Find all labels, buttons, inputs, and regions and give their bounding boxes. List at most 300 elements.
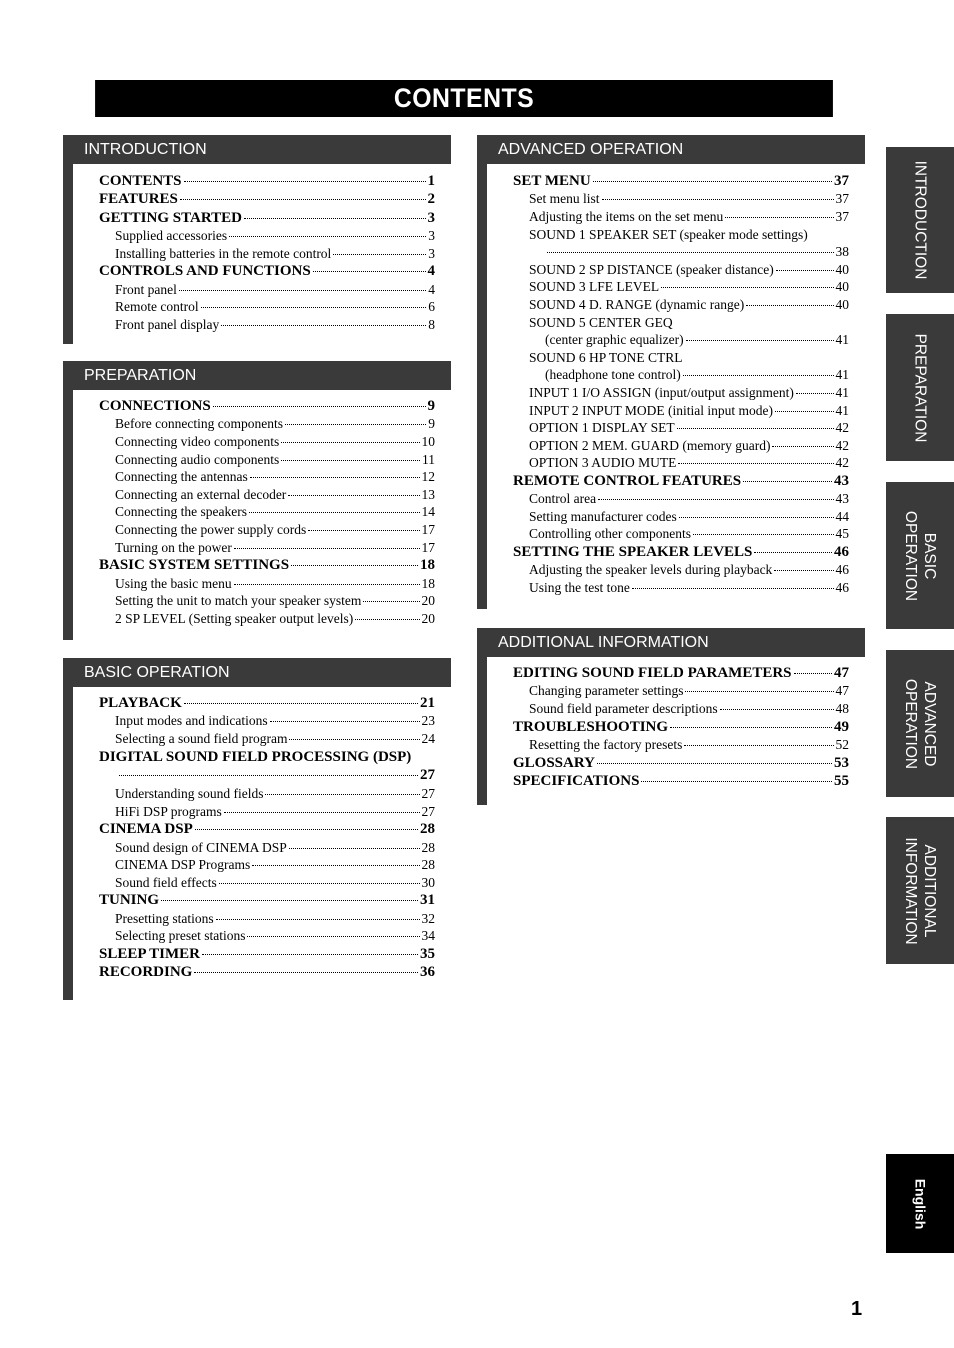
dot-leader [289,739,419,740]
toc-entry-page: 42 [835,455,849,471]
toc-entry-title: CONTROLS AND FUNCTIONS [99,263,311,280]
toc-entry-page: 18 [421,575,435,591]
toc-entry-title: Adjusting the speaker levels during playback [529,562,773,578]
toc-entry[interactable] [99,209,435,227]
toc-entry-page: 28 [421,839,435,855]
toc-entry-title: Turning on the power [115,539,232,555]
dot-leader [313,271,426,272]
toc-entry-title: Connecting an external decoder [115,486,287,502]
toc-entry[interactable] [513,314,849,332]
dot-leader [184,703,418,704]
toc-entry-page: 37 [835,191,849,207]
toc-entry-title: CONTENTS [99,173,182,189]
toc-entry-page: 28 [421,857,435,873]
toc-entry-title: INPUT 2 INPUT MODE (initial input mode) [529,402,773,418]
toc-entry-title: DIGITAL SOUND FIELD PROCESSING (DSP) [99,748,412,765]
toc-entry[interactable] [99,694,435,712]
toc-entry-title: Before connecting components [115,416,283,432]
toc-entries [513,172,849,597]
toc-entry-title: Connecting the antennas [115,469,248,485]
dot-leader [774,570,833,571]
toc-entry-page: 17 [421,539,435,555]
dot-leader [234,584,420,585]
toc-entry-page: 20 [421,593,435,609]
toc-entry-title: Changing parameter settings [529,683,684,699]
dot-leader [161,900,418,901]
dot-leader [216,919,420,920]
toc-entry[interactable] [513,349,849,367]
toc-entry[interactable] [513,664,849,682]
dot-leader [179,290,426,291]
toc-entry-page: 14 [421,504,435,520]
side-tab-advanced-operation[interactable] [886,650,954,797]
toc-entry[interactable] [99,521,435,539]
toc-entry-title: SPECIFICATIONS [513,772,640,789]
toc-entry[interactable] [99,281,435,299]
dot-leader [288,495,419,496]
toc-entry-page: 55 [834,772,849,789]
dot-leader [285,424,426,425]
section-heading: ADVANCED OPERATION [477,135,865,164]
dot-leader [333,254,426,255]
toc-entry-title: Control area [529,491,597,507]
dot-leader [641,781,832,782]
toc-entry[interactable] [99,539,435,557]
toc-entry-title: Front panel [115,281,177,297]
dot-leader [281,460,420,461]
toc-entry[interactable] [99,910,435,928]
toc-entry-title: TROUBLESHOOTING [513,718,669,735]
side-tab-label: PREPARATION [911,333,929,442]
side-tab-additional-information[interactable] [886,817,954,964]
toc-entry-title: OPTION 2 MEM. GUARD (memory guard) [529,437,771,453]
dot-leader [743,481,832,482]
toc-entry[interactable] [513,682,849,700]
toc-entry-title: PLAYBACK [99,695,182,711]
toc-entry[interactable] [513,402,849,420]
dot-leader [180,199,426,200]
toc-entry-page: 43 [834,472,849,489]
toc-entry[interactable] [513,437,849,455]
toc-entry-page: 46 [835,580,849,596]
dot-leader [547,252,834,253]
toc-entry-title: CINEMA DSP [99,821,193,838]
section-rail [477,657,487,805]
toc-entry[interactable] [513,700,849,718]
dot-leader [684,745,833,746]
toc-entry-page: 34 [421,928,435,944]
toc-entry[interactable] [99,874,435,892]
toc-entry[interactable] [513,226,849,244]
dot-leader [670,727,832,728]
toc-entry-page: 41 [835,402,849,418]
toc-entry[interactable] [513,208,849,226]
toc-entry-title: Selecting preset stations [115,928,246,944]
dot-leader [775,411,834,412]
side-tab-basic-operation[interactable] [886,482,954,629]
toc-entry[interactable] [513,190,849,208]
toc-entry-title: (headphone tone control) [545,367,681,383]
toc-entry[interactable] [513,331,849,349]
toc-entry[interactable] [513,543,849,561]
toc-entry-page: 38 [835,244,849,260]
toc-entries [99,397,435,627]
dot-leader [202,954,418,955]
toc-entry-page: 3 [428,228,435,244]
toc-entry-page: 47 [835,683,849,699]
dot-leader [363,601,419,602]
toc-entry[interactable] [99,839,435,857]
side-tab-english[interactable] [886,1154,954,1253]
section-introduction [63,135,451,332]
toc-entry[interactable] [513,278,849,296]
toc-entry[interactable] [99,610,435,628]
side-tab-label: ADVANCED OPERATION [902,678,938,769]
dot-leader [308,530,419,531]
toc-entry-page: 28 [420,821,435,838]
section-heading: PREPARATION [63,361,451,390]
dot-leader [281,442,419,443]
toc-entry[interactable] [99,730,435,748]
toc-entry[interactable] [99,945,435,963]
toc-entry-title: Adjusting the items on the set menu [529,208,724,224]
toc-entry[interactable] [513,419,849,437]
toc-entry-page: 40 [835,296,849,312]
toc-entry-page: 11 [422,451,435,467]
toc-entry-page: 9 [427,398,435,414]
dot-leader [119,775,418,776]
toc-entry-title: Sound design of CINEMA DSP [115,839,287,855]
toc-entry-title: SLEEP TIMER [99,945,201,962]
toc-entry-page: 2 [427,191,435,208]
dot-leader [685,691,833,692]
toc-entry-title: SOUND 2 SP DISTANCE (speaker distance) [529,261,774,277]
toc-entry[interactable] [99,712,435,730]
toc-entry-title: GETTING STARTED [99,209,242,226]
section-rail [63,164,73,344]
dot-leader [213,406,426,407]
toc-entry-title: SOUND 5 CENTER GEQ [529,314,673,330]
toc-entry[interactable] [513,561,849,579]
dot-leader [265,794,419,795]
section-heading: INTRODUCTION [63,135,451,164]
toc-entries [99,694,435,982]
section-advanced-operation [477,135,865,596]
toc-entry-page: 40 [835,261,849,277]
dot-leader [184,181,426,182]
toc-entry-page: 20 [421,610,435,626]
section-heading: ADDITIONAL INFORMATION [477,628,865,657]
toc-entry-page: 52 [835,736,849,752]
dot-leader [597,763,832,764]
side-tab-preparation[interactable] [886,314,954,461]
toc-entry[interactable] [99,415,435,433]
toc-entry[interactable] [99,245,435,263]
toc-entry-title: HiFi DSP programs [115,803,222,819]
toc-entry-page: 31 [420,892,435,909]
section-additional-information [477,628,865,789]
toc-entry-title: Connecting video components [115,433,280,449]
toc-entry-page: 10 [421,433,435,449]
toc-entry-page: 27 [421,803,435,819]
dot-leader [234,548,420,549]
dot-leader [598,499,833,500]
page-number: 1 [851,1298,863,1320]
toc-entry-title: TUNING [99,892,160,909]
toc-entry-page: 13 [421,486,435,502]
toc-entry[interactable] [99,190,435,208]
toc-entry-title: Set menu list [529,191,600,207]
toc-entry-title: CINEMA DSP Programs [115,857,251,873]
toc-entry[interactable] [513,384,849,402]
dot-leader [221,325,426,326]
toc-entry-page: 36 [420,964,435,981]
toc-entry-page: 4 [428,281,435,297]
side-tab-label: English [912,1178,929,1229]
dot-leader [679,517,834,518]
toc-entry-page: 46 [834,544,849,561]
toc-entry-title: INPUT 1 I/O ASSIGN (input/output assignment) [529,384,794,400]
side-tab-introduction[interactable] [886,147,954,293]
dot-leader [678,463,833,464]
toc-entry[interactable] [513,490,849,508]
toc-entry-page: 41 [835,332,849,348]
toc-entry[interactable] [99,766,435,785]
dot-leader [725,217,833,218]
toc-entry[interactable] [99,262,435,280]
toc-entry[interactable] [99,927,435,945]
toc-entry-page: 45 [835,526,849,542]
toc-entry[interactable] [99,298,435,316]
dot-leader [796,393,834,394]
toc-entry[interactable] [99,451,435,469]
toc-entries [513,664,849,790]
page-title: CONTENTS [95,80,833,117]
toc-entry-page: 53 [834,754,849,771]
toc-entry-title: Selecting a sound field program [115,730,288,746]
dot-leader [291,565,418,566]
dot-leader [219,883,420,884]
toc-entry-page: 35 [420,945,435,962]
section-basic-operation [63,658,451,981]
dot-leader [194,972,418,973]
dot-leader [224,812,420,813]
toc-entry-title: Input modes and indications [115,713,268,729]
dot-leader [195,829,418,830]
toc-entry-title: OPTION 3 AUDIO MUTE [529,455,677,471]
toc-entry-title: Setting the unit to match your speaker system [115,593,362,609]
toc-entry[interactable] [99,556,435,574]
section-heading: BASIC OPERATION [63,658,451,687]
section-preparation [63,361,451,626]
dot-leader [677,428,834,429]
toc-entry-title: Connecting audio components [115,451,280,467]
side-tab-label: ADDITIONAL INFORMATION [902,836,938,945]
dot-leader [247,936,419,937]
toc-entry[interactable] [99,227,435,245]
toc-entry-title: Resetting the factory presets [529,736,683,752]
toc-entry-title: Sound field parameter descriptions [529,700,718,716]
toc-entry-title: BASIC SYSTEM SETTINGS [99,557,290,574]
toc-entry-title: SOUND 3 LFE LEVEL [529,279,660,295]
toc-entry-title: Using the test tone [529,580,630,596]
toc-entry-title: GLOSSARY [513,754,595,771]
toc-entry-page: 37 [835,208,849,224]
toc-entry[interactable] [99,856,435,874]
toc-entry-title: (center graphic equalizer) [545,332,684,348]
toc-entry-page: 8 [428,316,435,332]
toc-entry-page: 3 [427,209,435,226]
side-tab-label: BASIC OPERATION [902,510,938,601]
toc-entry-page: 43 [835,491,849,507]
toc-entry[interactable] [513,754,849,772]
dot-leader [229,236,426,237]
toc-entry-title: Using the basic menu [115,575,232,591]
toc-entry-title: RECORDING [99,964,193,981]
dot-leader [249,512,420,513]
toc-entry-title: SOUND 1 SPEAKER SET (speaker mode settings) [529,226,808,242]
toc-entry-title: Remote control [115,299,199,315]
side-tab-label: INTRODUCTION [911,160,929,280]
toc-entry[interactable] [99,433,435,451]
toc-entry-page: 42 [835,437,849,453]
toc-entry[interactable] [99,803,435,821]
toc-entry[interactable] [99,486,435,504]
toc-entry[interactable] [99,468,435,486]
toc-entry-page: 32 [421,910,435,926]
dot-leader [289,848,420,849]
toc-entry-page: 41 [835,367,849,383]
toc-entry-page: 21 [420,695,435,711]
toc-entry-title: Front panel display [115,316,220,332]
toc-entry[interactable] [99,963,435,981]
toc-entry-title: Understanding sound fields [115,785,264,801]
toc-entry[interactable] [513,772,849,790]
toc-entry-page: 23 [421,713,435,729]
dot-leader [776,270,834,271]
toc-entry-title: Connecting the speakers [115,504,247,520]
dot-leader [686,340,834,341]
toc-entry-page: 6 [428,299,435,315]
toc-entry-page: 18 [420,557,435,574]
toc-entry-title: Controlling other components [529,526,691,542]
toc-entry-page: 42 [835,420,849,436]
toc-entry-title: Sound field effects [115,874,217,890]
toc-entry-page: 47 [834,665,849,681]
toc-entry[interactable] [99,820,435,838]
toc-entry-title: OPTION 1 DISPLAY SET [529,420,675,436]
dot-leader [270,721,420,722]
toc-entry[interactable] [513,472,849,490]
toc-entry[interactable] [99,503,435,521]
dot-leader [201,307,427,308]
toc-entry-page: 3 [428,245,435,261]
toc-entry-title: EDITING SOUND FIELD PARAMETERS [513,665,792,681]
dot-leader [593,181,832,182]
toc-entry-page: 46 [835,562,849,578]
toc-entry[interactable] [99,316,435,334]
dot-leader [754,552,832,553]
toc-entry-title: CONNECTIONS [99,398,211,414]
toc-entry[interactable] [99,172,435,190]
toc-entry-page: 9 [428,416,435,432]
toc-entry[interactable] [513,579,849,597]
dot-leader [746,305,833,306]
toc-entry-title: Connecting the power supply cords [115,521,307,537]
dot-leader [252,865,419,866]
toc-entry-page: 44 [835,508,849,524]
toc-entry-page: 49 [834,718,849,735]
dot-leader [602,199,834,200]
toc-entry-page: 17 [421,521,435,537]
toc-entry-title: SETTING THE SPEAKER LEVELS [513,544,753,561]
toc-entry-page: 24 [421,730,435,746]
toc-entry-page: 1 [427,173,435,189]
toc-entries [99,172,435,334]
dot-leader [683,375,834,376]
dot-leader [794,673,832,674]
toc-entry-page: 4 [427,263,435,280]
toc-entry-page: 41 [835,384,849,400]
toc-entry[interactable] [99,575,435,593]
section-rail [63,390,73,640]
toc-entry-page: 37 [834,173,849,189]
section-rail [477,164,487,609]
dot-leader [632,588,834,589]
dot-leader [355,619,419,620]
dot-leader [244,218,426,219]
toc-entry-title: REMOTE CONTROL FEATURES [513,472,742,489]
toc-entry-page: 12 [421,469,435,485]
dot-leader [661,287,833,288]
toc-entry-page: 40 [835,279,849,295]
toc-entry[interactable] [513,718,849,736]
toc-entry-title: FEATURES [99,191,178,208]
toc-entry[interactable] [513,508,849,526]
toc-entry-title: 2 SP LEVEL (Setting speaker output levels) [115,610,354,626]
toc-entry-title: SOUND 6 HP TONE CTRL [529,349,683,365]
dot-leader [693,534,834,535]
toc-entry[interactable] [513,296,849,314]
toc-entry[interactable] [99,592,435,610]
toc-entry[interactable] [513,366,849,384]
toc-entry-title: Setting manufacturer codes [529,508,677,524]
toc-entry-title: Installing batteries in the remote control [115,245,332,261]
dot-leader [720,709,834,710]
dot-leader [250,477,420,478]
toc-entry-title: SET MENU [513,173,591,189]
toc-entry[interactable] [513,736,849,754]
toc-entry[interactable] [513,243,849,261]
toc-entry[interactable] [513,525,849,543]
dot-leader [772,446,833,447]
toc-entry-title: SOUND 4 D. RANGE (dynamic range) [529,296,745,312]
toc-entry[interactable] [99,748,435,766]
toc-entry[interactable] [513,261,849,279]
toc-entry-page: 27 [421,785,435,801]
toc-entry[interactable] [99,785,435,803]
toc-entry-title: Supplied accessories [115,228,228,244]
toc-entry[interactable] [513,172,849,190]
toc-entry-page: 27 [420,766,435,783]
toc-entry[interactable] [99,891,435,909]
toc-entry[interactable] [513,454,849,472]
toc-entry-title: Presetting stations [115,910,214,926]
toc-entry-page: 30 [421,874,435,890]
toc-entry[interactable] [99,397,435,415]
toc-entry-page: 48 [835,700,849,716]
section-rail [63,687,73,1000]
